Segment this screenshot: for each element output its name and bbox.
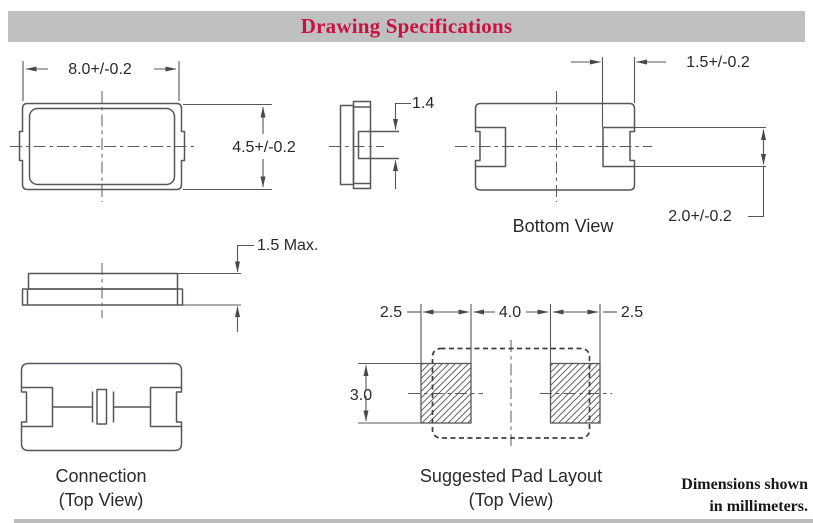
left-pad — [421, 364, 471, 424]
pad-layout-drawing — [358, 304, 617, 448]
package-profile-view-drawing — [23, 246, 255, 333]
dim-pad-gap: 4.0 — [498, 304, 522, 321]
page-title: Drawing Specifications — [300, 14, 513, 38]
connection-label: Connection — [55, 466, 147, 486]
dim-right-pad-width: 2.5 — [620, 304, 644, 321]
crystal-symbol — [97, 390, 107, 425]
package-bottom-view-drawing — [455, 57, 766, 217]
units-note-line1: Dimensions shown — [681, 476, 808, 493]
dim-body-height: 4.5+/-0.2 — [232, 139, 296, 156]
pad-layout-label: Suggested Pad Layout — [419, 466, 603, 486]
connection-view-drawing — [22, 364, 182, 451]
bottom-view-label: Bottom View — [512, 216, 614, 236]
dim-left-pad-width: 2.5 — [379, 304, 403, 321]
page-bottom-border — [14, 519, 813, 523]
connection-sublabel: (Top View) — [58, 490, 144, 510]
package-top-view-drawing — [10, 61, 272, 202]
dim-pad-width: 1.5+/-0.2 — [686, 54, 750, 71]
dim-body-width: 8.0+/-0.2 — [68, 61, 132, 78]
dim-pad-height-layout: 3.0 — [349, 387, 373, 404]
dim-pad-height-side: 1.4 — [412, 95, 435, 112]
package-side-view-drawing — [329, 102, 411, 190]
units-note-line2: in millimeters. — [709, 498, 808, 515]
pad-layout-sublabel: (Top View) — [468, 490, 554, 510]
dim-pad-length: 2.0+/-0.2 — [668, 208, 732, 225]
right-pad — [551, 364, 601, 424]
dim-max-height: 1.5 Max. — [257, 237, 319, 254]
